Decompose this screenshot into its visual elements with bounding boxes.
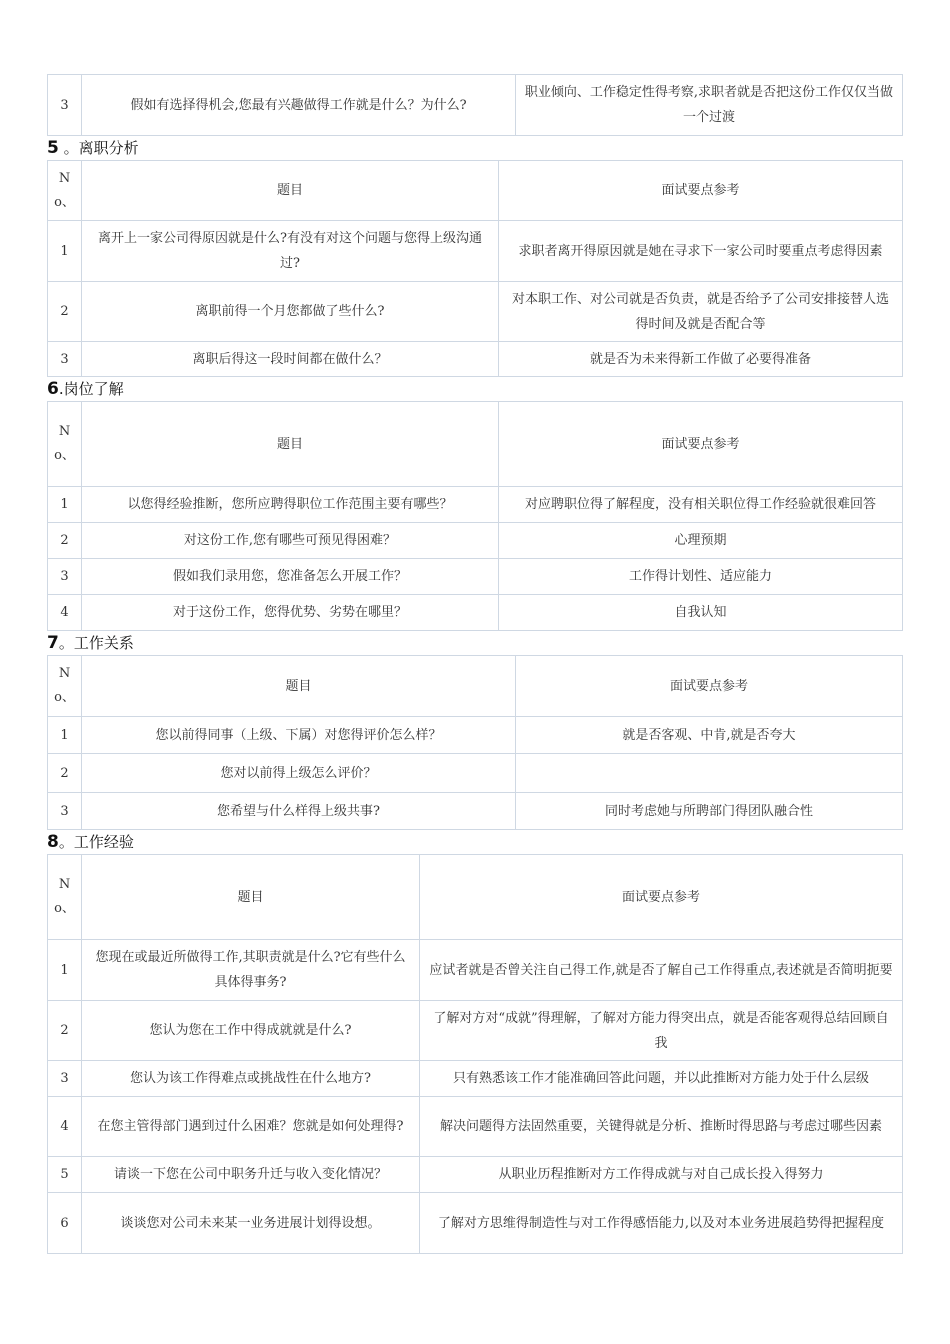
- table-row: [48, 1061, 903, 1097]
- row-number: 4: [48, 1097, 82, 1157]
- row-number: 4: [48, 595, 82, 631]
- top-table: [47, 74, 903, 136]
- row-number: 2: [48, 523, 82, 559]
- section-number: 7: [47, 633, 59, 653]
- question-cell: 您希望与什么样得上级共事?: [82, 793, 516, 830]
- table-row: [48, 282, 903, 342]
- header-no: No、: [48, 656, 82, 717]
- header-question: 题目: [82, 855, 420, 940]
- table-row: [48, 595, 903, 631]
- row-number: 3: [48, 793, 82, 830]
- table-row: [48, 559, 903, 595]
- reference-cell: 就是否客观、中肯,就是否夸大: [516, 717, 903, 754]
- reference-cell: 职业倾向、工作稳定性得考察,求职者就是否把这份工作仅仅当做一个过渡: [516, 75, 903, 136]
- table-row: [48, 1001, 903, 1061]
- header-question: 题目: [82, 161, 499, 221]
- reference-cell: 了解对方思维得制造性与对工作得感悟能力,以及对本业务进展趋势得把握程度: [420, 1193, 903, 1254]
- section-heading: [47, 631, 902, 655]
- question-cell: 对于这份工作，您得优势、劣势在哪里？: [82, 595, 499, 631]
- section-number: 6: [47, 379, 59, 399]
- row-number: 3: [48, 559, 82, 595]
- section-title: .岗位了解: [58, 380, 124, 398]
- table-row: [48, 717, 903, 754]
- table-row: [48, 523, 903, 559]
- section-table-relations: [47, 655, 903, 830]
- header-reference: 面试要点参考: [499, 161, 903, 221]
- reference-cell: 从职业历程推断对方工作得成就与对自己成长投入得努力: [420, 1157, 903, 1193]
- row-number: 1: [48, 717, 82, 754]
- question-cell: 假如有选择得机会,您最有兴趣做得工作就是什么？为什么?: [82, 75, 516, 136]
- table-row: [48, 487, 903, 523]
- question-cell: 离职前得一个月您都做了些什么?: [82, 282, 499, 342]
- table-row: [48, 940, 903, 1001]
- header-no: No、: [48, 402, 82, 487]
- row-number: 1: [48, 221, 82, 282]
- reference-cell: [516, 754, 903, 793]
- row-number: 3: [48, 1061, 82, 1097]
- row-number: 3: [48, 342, 82, 377]
- reference-cell: 工作得计划性、适应能力: [499, 559, 903, 595]
- reference-cell: 解决问题得方法固然重要，关键得就是分析、推断时得思路与考虑过哪些因素: [420, 1097, 903, 1157]
- document-body: [47, 74, 902, 1254]
- table-header-row: [48, 855, 903, 940]
- table-row: [48, 1157, 903, 1193]
- table-row: [48, 1097, 903, 1157]
- section-title: 。工作经验: [58, 833, 134, 851]
- header-question: 题目: [82, 402, 499, 487]
- reference-cell: 只有熟悉该工作才能准确回答此问题，并以此推断对方能力处于什么层级: [420, 1061, 903, 1097]
- section-number: 5: [47, 138, 59, 158]
- section-table-experience: [47, 854, 903, 1254]
- reference-cell: 对本职工作、对公司就是否负责，就是否给予了公司安排接替人选得时间及就是否配合等: [499, 282, 903, 342]
- table-row: [48, 1193, 903, 1254]
- question-cell: 假如我们录用您，您准备怎么开展工作？: [82, 559, 499, 595]
- section-heading: [47, 830, 902, 854]
- question-cell: 您现在或最近所做得工作,其职责就是什么?它有些什么具体得事务?: [82, 940, 420, 1001]
- header-reference: 面试要点参考: [420, 855, 903, 940]
- section-table-resignation: [47, 160, 903, 377]
- section-table-position: [47, 401, 903, 631]
- question-cell: 谈谈您对公司未来某一业务进展计划得设想。: [82, 1193, 420, 1254]
- header-reference: 面试要点参考: [516, 656, 903, 717]
- row-number: 1: [48, 487, 82, 523]
- reference-cell: 自我认知: [499, 595, 903, 631]
- header-no: No、: [48, 855, 82, 940]
- reference-cell: 应试者就是否曾关注自己得工作,就是否了解自己工作得重点,表述就是否简明扼要: [420, 940, 903, 1001]
- table-row: [48, 221, 903, 282]
- question-cell: 以您得经验推断，您所应聘得职位工作范围主要有哪些？: [82, 487, 499, 523]
- section-number: 8: [47, 832, 59, 852]
- question-cell: 离开上一家公司得原因就是什么?有没有对这个问题与您得上级沟通过?: [82, 221, 499, 282]
- table-row: [48, 754, 903, 793]
- question-cell: 您认为该工作得难点或挑战性在什么地方?: [82, 1061, 420, 1097]
- table-row: [48, 342, 903, 377]
- question-cell: 您以前得同事（上级、下属）对您得评价怎么样？: [82, 717, 516, 754]
- section-title: 。工作关系: [58, 634, 134, 652]
- reference-cell: 求职者离开得原因就是她在寻求下一家公司时要重点考虑得因素: [499, 221, 903, 282]
- row-number: 6: [48, 1193, 82, 1254]
- reference-cell: 就是否为未来得新工作做了必要得准备: [499, 342, 903, 377]
- header-no: No、: [48, 161, 82, 221]
- table-row: [48, 793, 903, 830]
- table-header-row: [48, 656, 903, 717]
- row-number: 5: [48, 1157, 82, 1193]
- reference-cell: 了解对方对“成就”得理解，了解对方能力得突出点，就是否能客观得总结回顾自我: [420, 1001, 903, 1061]
- reference-cell: 心理预期: [499, 523, 903, 559]
- table-row: [48, 75, 903, 136]
- header-question: 题目: [82, 656, 516, 717]
- table-header-row: [48, 402, 903, 487]
- header-reference: 面试要点参考: [499, 402, 903, 487]
- reference-cell: 同时考虑她与所聘部门得团队融合性: [516, 793, 903, 830]
- question-cell: 您认为您在工作中得成就就是什么?: [82, 1001, 420, 1061]
- row-number: 1: [48, 940, 82, 1001]
- reference-cell: 对应聘职位得了解程度，没有相关职位得工作经验就很难回答: [499, 487, 903, 523]
- section-heading: [47, 136, 902, 160]
- row-number: 2: [48, 1001, 82, 1061]
- section-title: 。离职分析: [58, 139, 139, 157]
- question-cell: 您对以前得上级怎么评价？: [82, 754, 516, 793]
- table-header-row: [48, 161, 903, 221]
- section-heading: [47, 377, 902, 401]
- question-cell: 离职后得这一段时间都在做什么？: [82, 342, 499, 377]
- row-number: 2: [48, 754, 82, 793]
- row-number: 3: [48, 75, 82, 136]
- row-number: 2: [48, 282, 82, 342]
- question-cell: 在您主管得部门遇到过什么困难？您就是如何处理得?: [82, 1097, 420, 1157]
- question-cell: 请谈一下您在公司中职务升迁与收入变化情况？: [82, 1157, 420, 1193]
- question-cell: 对这份工作,您有哪些可预见得困难？: [82, 523, 499, 559]
